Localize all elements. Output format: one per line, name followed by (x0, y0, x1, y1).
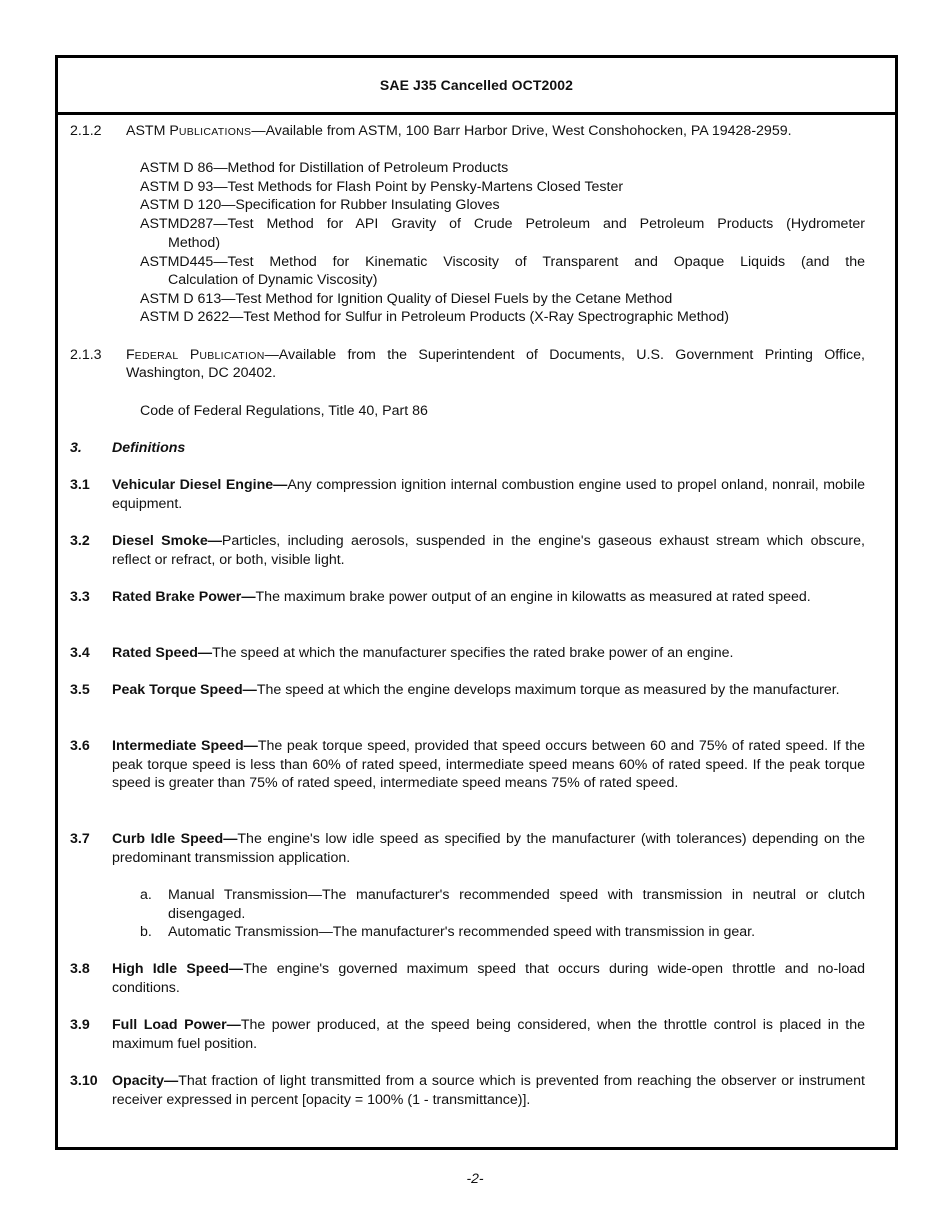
definition-term: Vehicular Diesel Engine— (112, 477, 288, 493)
definition-3-9 (112, 1016, 865, 1053)
section-number-2-1-3: 2.1.3 (70, 347, 102, 363)
list-letter: a. (140, 887, 152, 903)
definition-3-3 (112, 588, 865, 607)
definition-term: Intermediate Speed— (112, 738, 258, 754)
astm-ref-d287-cont: Method) (168, 235, 221, 251)
definition-number: 3.5 (70, 682, 90, 698)
list-letter: b. (140, 924, 152, 940)
document-header (58, 58, 895, 115)
heading-small-caps: EDERAL (134, 350, 179, 362)
astm-ref-d120: ASTM D 120—Specification for Rubber Insulating Gloves (140, 197, 500, 213)
definition-text: The engine's low idle speed as specified by the manufacturer (with tolerances) depending on the predominant transmission application. (112, 831, 865, 866)
definition-3-2 (112, 532, 865, 569)
definition-term: Diesel Smoke— (112, 533, 222, 549)
definition-text: The maximum brake power output of an engine in kilowatts as measured at rated speed. (255, 589, 811, 605)
definition-number: 3.8 (70, 961, 90, 977)
definition-text: The engine's governed maximum speed that occurs during wide-open throttle and no-load conditions. (112, 961, 865, 996)
definition-term: Peak Torque Speed— (112, 682, 257, 698)
section-number-3: 3. (70, 440, 82, 456)
definition-text: The peak torque speed, provided that speed occurs between 60 and 75% of rated speed. If the peak torque speed is less than 60% of rated speed, intermediate speed means 60% of rated speed. If the peak torque speed is greater than 75% of rated speed, intermediate speed means 75% of rated speed. (112, 738, 865, 791)
list-item-automatic-transmission: Automatic Transmission—The manufacturer's recommended speed with transmission in gear. (168, 924, 756, 940)
section-title-definitions: Definitions (112, 440, 186, 456)
section-text-2-1-3-cont: Washington, DC 20402. (126, 365, 277, 381)
definition-number: 3.6 (70, 738, 90, 754)
cfr-ref: Code of Federal Regulations, Title 40, Part 86 (140, 403, 428, 419)
definition-3-8 (112, 960, 865, 997)
definition-text: Particles, including aerosols, suspended in the engine's gaseous exhaust stream which obscure, reflect or refract, or both, visible light. (112, 533, 865, 568)
definition-number: 3.7 (70, 831, 90, 847)
definition-3-1 (112, 476, 865, 513)
section-heading-2-1-3 (126, 346, 865, 366)
definition-number: 3.3 (70, 589, 90, 605)
definition-number: 3.10 (70, 1073, 98, 1089)
document-title: SAE J35 Cancelled OCT2002 (379, 77, 574, 93)
definition-term: Curb Idle Speed— (112, 831, 238, 847)
definition-number: 3.2 (70, 533, 90, 549)
heading-cap: ASTM P (126, 123, 179, 139)
astm-ref-d445-cont: Calculation of Dynamic Viscosity) (168, 272, 378, 288)
definition-text: The speed at which the manufacturer specifies the rated brake power of an engine. (212, 645, 734, 661)
definition-text: The speed at which the engine develops maximum torque as measured by the manufacturer. (256, 682, 840, 698)
heading-cap: F (126, 347, 135, 363)
definition-term: High Idle Speed— (112, 961, 244, 977)
section-text-2-1-2: —Available from ASTM, 100 Barr Harbor Drive, West Conshohocken, PA 19428-2959. (251, 123, 792, 139)
definition-text: Any compression ignition internal combustion engine used to propel onland, nonrail, mobile equipment. (112, 477, 865, 512)
heading-cap: P (189, 347, 200, 363)
definition-number: 3.4 (70, 645, 90, 661)
definition-term: Rated Speed— (112, 645, 213, 661)
definition-3-7 (112, 830, 865, 867)
astm-ref-d287: ASTMD287—Test Method for API Gravity of Crude Petroleum and Petroleum Products (Hydrometer (140, 216, 865, 232)
heading-small-caps: UBLICATIONS (178, 126, 252, 138)
definition-3-10 (112, 1072, 865, 1109)
definition-text: The power produced, at the speed being considered, when the throttle control is placed in the maximum fuel position. (112, 1017, 865, 1052)
heading-small-caps: UBLICATION (199, 350, 265, 362)
list-item-manual-transmission: Manual Transmission—The manufacturer's recommended speed with transmission in neutral or clutch disengaged. (168, 887, 865, 922)
definition-term: Full Load Power— (112, 1017, 241, 1033)
definition-number: 3.9 (70, 1017, 90, 1033)
astm-ref-d613: ASTM D 613—Test Method for Ignition Quality of Diesel Fuels by the Cetane Method (140, 291, 673, 307)
definition-3-4 (112, 644, 865, 663)
definition-term: Rated Brake Power— (112, 589, 256, 605)
astm-ref-d445: ASTMD445—Test Method for Kinematic Viscosity of Transparent and Opaque Liquids (and the (140, 254, 865, 270)
definition-term: Opacity— (112, 1073, 179, 1089)
definition-text: That fraction of light transmitted from a source which is prevented from reaching the observer or instrument receiver expressed in percent [opacity = 100% (1 - transmittance)]. (112, 1073, 865, 1108)
astm-ref-d93: ASTM D 93—Test Methods for Flash Point by Pensky-Martens Closed Tester (140, 179, 624, 195)
astm-ref-d86: ASTM D 86—Method for Distillation of Petroleum Products (140, 160, 509, 176)
definition-3-6 (112, 737, 865, 793)
definition-3-5 (112, 681, 865, 700)
page-number: -2- (466, 1170, 484, 1186)
definition-number: 3.1 (70, 477, 90, 493)
section-text-2-1-3: —Available from the Superintendent of Documents, U.S. Government Printing Office, (264, 347, 865, 363)
section-number-2-1-2: 2.1.2 (70, 123, 102, 139)
section-heading-2-1-2 (126, 122, 792, 141)
astm-ref-d2622: ASTM D 2622—Test Method for Sulfur in Petroleum Products (X-Ray Spectrographic Method) (140, 309, 730, 325)
